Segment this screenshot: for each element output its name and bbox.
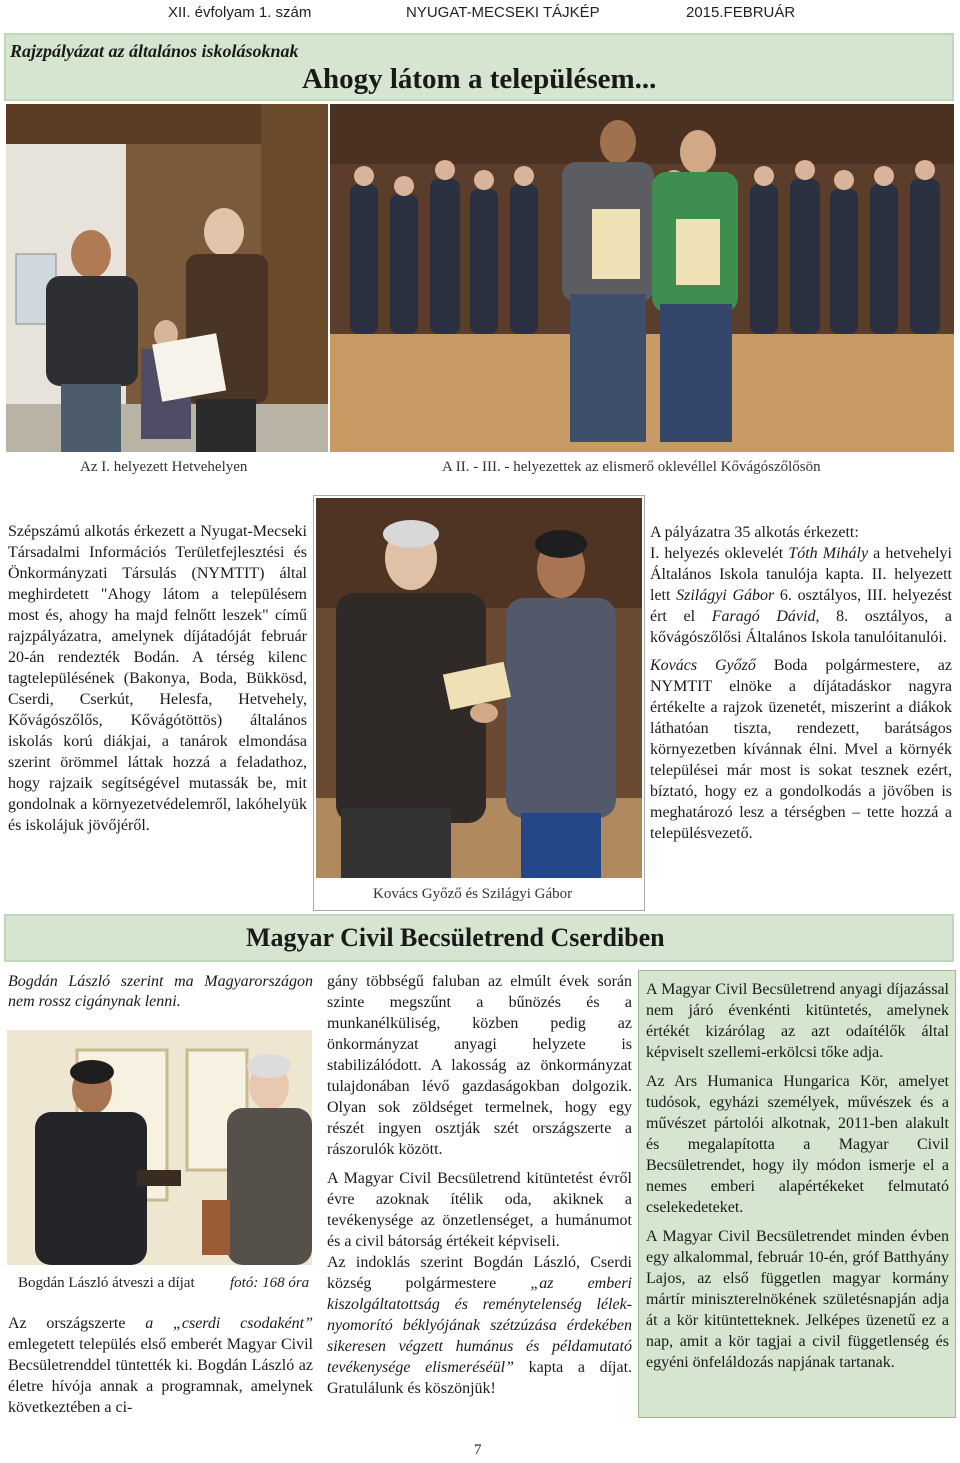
intro-text-a: Az országszerte bbox=[8, 1315, 146, 1332]
justification-text-a: Az indoklás szerint Bogdán László, Cserdi község polgármestere bbox=[327, 1254, 632, 1292]
info-box-paragraph-3: A Magyar Civil Becsületrendet minden évben egy alkalommal, február 10-én, gróf Batthyány Lajos, az első független magyar kormány mártír miniszterelnökének születésnapján adja át a kör kitüntetteknek. Jelképes üzenetű ez a nap, amit a kör tagjai a civil függetlenség és egyéni önfeláldozás napjának tartanak. bbox=[646, 1228, 949, 1371]
photo-caption-kovacs-szilagyi: Kovács Győző és Szilágyi Gábor bbox=[373, 886, 573, 902]
results-text-c: 6. osztályos, III. helyezést ért el bbox=[650, 587, 953, 625]
article2-paragraph-2: A Magyar Civil Becsületrend kitüntetést évről évre azoknak ítélik oda, akiknek a tevékenysége az önzetlenséget, a humánumot és a civil bátorság értékeit képviseli. bbox=[327, 1170, 632, 1250]
photo-credit: fotó: 168 óra bbox=[230, 1275, 310, 1291]
info-box-paragraph-2: Az Ars Humanica Hungarica Kör, amelyet tudósok, egyházi személyek, művészek és a művészet pártolói alkotnak, 2011-ben alakult és megalapította a Magyar Civil Becsületrendet, hogy ily módon ismerje el a nemes emberi alapértékeket felmutató cselekedeteket. bbox=[646, 1073, 949, 1216]
results-text-a: I. helyezés oklevelét bbox=[650, 545, 789, 562]
article1-right-column bbox=[650, 522, 952, 844]
issue-label: XII. évfolyam 1. szám bbox=[168, 4, 312, 21]
info-box-paragraph-1: A Magyar Civil Becsületrend anyagi díjazással nem járó évenkénti kitüntetés, amelynek értékét kizárólag az azt odaítélők által képviselt szellemi-erkölcsi tőke adja. bbox=[646, 981, 949, 1061]
photo-caption-hetvehely: Az I. helyezett Hetvehelyen bbox=[80, 459, 248, 475]
mayor-name: Kovács Győző bbox=[650, 657, 756, 674]
winner-third: Faragó Dávid bbox=[711, 608, 816, 625]
page-number: 7 bbox=[474, 1442, 482, 1458]
article2-paragraph-3 bbox=[327, 1252, 632, 1399]
article1-left-column bbox=[8, 521, 307, 836]
results-text-d: , 8. osztályos, a kővágószőlősi Általános Iskola tanulóitanulói. bbox=[650, 608, 953, 646]
justification-text-b: kapta a díjat. Gratulálunk és köszönjük! bbox=[327, 1359, 633, 1397]
article1-mayor-paragraph bbox=[650, 655, 952, 844]
article2-intro-paragraph bbox=[8, 1313, 313, 1418]
photo-bogdan-award bbox=[7, 1030, 312, 1265]
intro-text-b: emlegetett település első emberét Magyar Civil Becsületrenddel tüntették ki. Bogdán László az életre hívója annak a programnak, amelynek következtében a ci- bbox=[8, 1336, 313, 1416]
justification-quote: „az emberi kiszolgáltatottság és reménytelenség lélek-nyomorító béklyójának szétzúzása érdekében sikeresen végzett humánus és példamutató tevékenysége elismeréséül” bbox=[327, 1275, 632, 1376]
article1-title-band bbox=[4, 33, 954, 101]
results-intro: A pályázatra 35 alkotás érkezett: bbox=[650, 524, 859, 541]
winner-first: Tóth Mihály bbox=[788, 545, 869, 562]
publication-name: NYUGAT-MECSEKI TÁJKÉP bbox=[406, 4, 600, 21]
photo-frame-kovacs-szilagyi bbox=[313, 495, 645, 911]
article1-results-paragraph bbox=[650, 522, 952, 648]
info-box-text bbox=[646, 979, 949, 1373]
mayor-text: Boda polgármestere, az NYMTIT elnöke a díjátadáskor nagyra értékelte a rajzok üzenetét, miszerint a diákok láthatóan tiszta, rendezett, barátságos környezetben kívánnak élni. Mvel a környék települései már most is sokat tesznek ezért, bíztató, hogy ez a gondolkodás a jövőben is meghatározó lesz a térségben – tette hozzá a településvezető. bbox=[650, 657, 952, 842]
photo-kovacs-szilagyi bbox=[316, 498, 642, 878]
article2-paragraph-1: gány többségű faluban az elmúlt évek során szinte megszűnt a bűnözés és a munkanélküliség, közben pedig az önkormányzat anyagi helyzete is stabilizálódott. A lakosság az önkormányzat tulajdonában lévő gazdaságokban dolgozik. Olyan sok zöldséget termelnek, hogy egy részét ingyen osztják szét országszerte a rászorulók között. bbox=[327, 973, 632, 1158]
article2-title: Magyar Civil Becsületrend Cserdiben bbox=[246, 923, 665, 952]
article2-info-box bbox=[638, 970, 956, 1418]
results-text-b: a hetvehelyi Általános Iskola tanulója kapta. II. helyezett lett bbox=[650, 545, 952, 604]
article2-left-column bbox=[8, 1313, 313, 1418]
photo-caption-bogdan: Bogdán László átveszi a díjat bbox=[18, 1275, 195, 1291]
article2-middle-column bbox=[327, 971, 632, 1399]
article2-lead: Bogdán László szerint ma Magyarországon nem rossz cigánynak lenni. bbox=[8, 973, 313, 1010]
article1-kicker: Rajzpályázat az általános iskolásoknak bbox=[10, 41, 299, 61]
photo-caption-kovagoszolos: A II. - III. - helyezettek az elismerő oklevéllel Kővágószőlősön bbox=[442, 459, 821, 475]
winner-second: Szilágyi Gábor bbox=[676, 587, 775, 604]
intro-quote: a „cserdi csodaként” bbox=[145, 1315, 313, 1332]
article1-title: Ahogy látom a településem... bbox=[302, 63, 657, 95]
issue-date: 2015.FEBRUÁR bbox=[686, 4, 796, 21]
page-header bbox=[0, 0, 960, 30]
photo-award-kovagoszolos bbox=[330, 104, 954, 452]
article1-body-paragraph: Szépszámú alkotás érkezett a Nyugat-Mecseki Társadalmi Információs Területfejlesztési és Önkormányzati Társulás (NYMTIT) által meghirdetett "Ahogy látom a településem most és, ahogy ha majd felnőtt leszek" című rajzpályázatra, amelynek díjátadóját február 20-án rendezték Bodán. A térség kilenc tagtelepülésének (Bakonya, Boda, Bükkösd, Cserdi, Cserkút, Helesfa, Hetvehely, Kővágószőlős, Kővágótöttös) általános iskolás korú diákjai, a tanárok elmondása szerint örömmel láttak hozzá a feladathoz, hogy rajzaik segítségével mutassák be, mit gondolnak a környezetvédelemről, lakóhelyük és iskolájuk jövőjéről. bbox=[8, 523, 307, 834]
article2-title-band bbox=[4, 914, 954, 962]
photo-award-hetvehely bbox=[6, 104, 328, 452]
